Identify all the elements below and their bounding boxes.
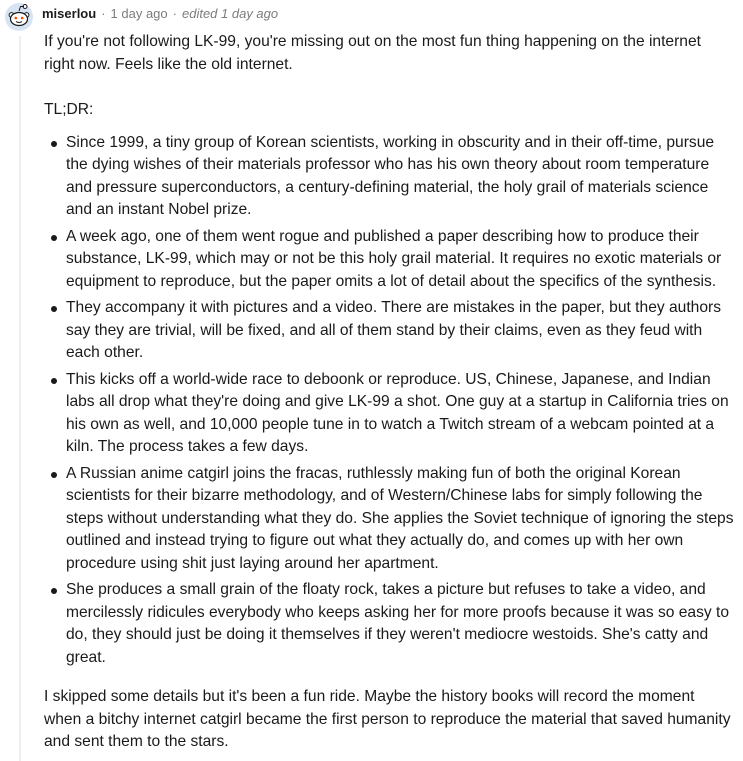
list-item-text: This kicks off a world-wide race to deboonk or reproduce. US, Chinese, Japanese, and Indian labs all drop what they're doing and give LK-99 a shot. One guy at a startup in California tries on his own as well, and 10,000 people tune in to watch a Twitch stream of a webcam pointed at a kiln. The process takes a few days. [66, 370, 729, 455]
tldr-label: TL;DR: [44, 101, 94, 118]
bullet-icon [51, 306, 57, 312]
separator-dot: · [101, 5, 106, 21]
thread-line[interactable] [19, 36, 21, 761]
list-item-text: A Russian anime catgirl joins the fracas, ruthlessly making fun of both the original Korean scientists for their bizarre methodology, and of Western/Chinese labs for simply following the steps without understanding what they do. She applies the Soviet technique of ignoring the steps outlined and instead trying to figure out what they actually do, and comes up with her own procedure using shit just laying around her apartment. [66, 464, 734, 572]
timestamp-link[interactable]: 1 day ago [110, 5, 168, 21]
bullet-icon [51, 378, 57, 384]
comment-meta [42, 3, 278, 23]
list-item [44, 579, 734, 669]
list-item [44, 463, 734, 576]
tldr-list [44, 132, 734, 670]
intro-paragraph: If you're not following LK-99, you're missing out on the most fun thing happening on the internet right now. Feels like the old internet. [44, 33, 701, 73]
list-item [44, 369, 734, 459]
bullet-icon [51, 235, 57, 241]
list-item-text: A week ago, one of them went rogue and published a paper describing how to produce their substance, LK-99, which may or not be this holy grail material. It requires no exotic materials or equipment to reproduce, but the paper omits a lot of detail about the specifics of the synthesis. [66, 227, 722, 290]
comment-body [44, 31, 734, 754]
bullet-icon [51, 588, 57, 594]
list-item-text: She produces a small grain of the floaty rock, takes a picture but refuses to take a video, and mercilessly ridicules everybody who keeps asking her for more proofs because it was so easy to do, they should just be doing it themselves if they weren't mediocre westoids. She's catty and great. [66, 581, 730, 666]
reddit-snoo-avatar-icon[interactable] [4, 2, 34, 32]
list-item-text: They accompany it with pictures and a video. There are mistakes in the paper, but they authors say they are trivial, will be fixed, and all of them stand by their claims, even as they feud with each other. [66, 299, 722, 361]
list-item [44, 132, 734, 222]
bullet-icon [51, 141, 57, 147]
list-item [44, 297, 734, 365]
outro-paragraph: I skipped some details but it's been a fun ride. Maybe the history books will record the moment when a bitchy internet catgirl became the first person to reproduce the material that saved humanity and sent them to the stars. [44, 688, 731, 750]
list-item [44, 226, 734, 294]
list-item-text: Since 1999, a tiny group of Korean scientists, working in obscurity and in their off-time, pursue the dying wishes of their materials professor who has his own theory about room temperature and pressure superconductors, a century-defining material, the holy grail of materials science and an instant Nobel prize. [66, 133, 715, 218]
author-link[interactable]: miserlou [42, 5, 97, 21]
edited-label: edited 1 day ago [181, 5, 279, 21]
separator-dot: · [172, 5, 177, 21]
bullet-icon [51, 472, 57, 478]
